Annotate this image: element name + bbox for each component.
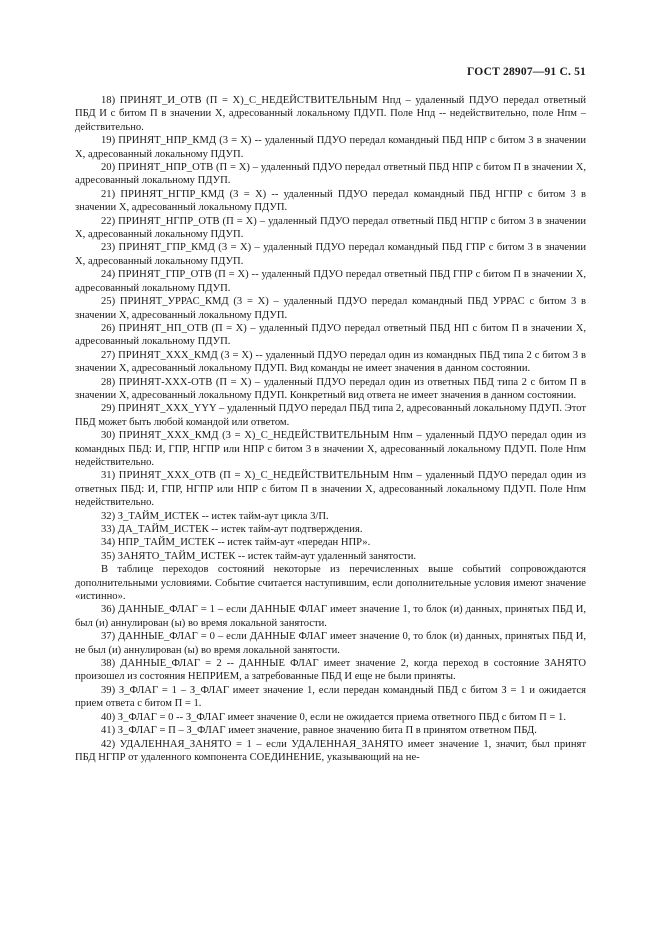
paragraph: 37) ДАННЫЕ_ФЛАГ = 0 – если ДАННЫЕ ФЛАГ имеет значение 0, то блок (и) данных, принятых ПБД И, не был (и) аннулирован (ы) во время локальной занятости. bbox=[75, 631, 586, 656]
paragraph: 20) ПРИНЯТ_НПР_ОТВ (П = Х) – удаленный ПДУО передал ответный ПБД НПР с битом П в значении Х, адресованный локальному ПДУП. bbox=[75, 162, 586, 187]
paragraph: 39) З_ФЛАГ = 1 – З_ФЛАГ имеет значение 1, если передан командный ПБД с битом З = 1 и ожидается прием ответа с битом П = 1. bbox=[75, 684, 586, 710]
paragraph: 26) ПРИНЯТ_НП_ОТВ (П = Х) – удаленный ПДУО передал ответный ПБД НП с битом П в значении Х, адресованный локальному ПДУП. bbox=[75, 322, 586, 348]
paragraph: 19) ПРИНЯТ_НПР_КМД (3 = Х) -- удаленный ПДУО передал командный ПБД НПР с битом 3 в значении Х, адресованный локальному ПДУП. bbox=[75, 135, 586, 160]
document-body bbox=[75, 94, 586, 764]
paragraph: 41) З_ФЛАГ = П – З_ФЛАГ имеет значение, равное значению бита П в принятом ответном ПБД. bbox=[101, 725, 537, 737]
paragraph: В таблице переходов состояний некоторые из перечисленных выше событий сопровождаются дополнительными условиями. Событие считается наступившим, если дополнительные условия имеют значение «истинно». bbox=[75, 564, 586, 603]
paragraph: 27) ПРИНЯТ_ХХХ_КМД (3 = Х) -- удаленный ПДУО передал один из командных ПБД типа 2 с битом 3 в значении Х, адресованный локальному ПДУП. Вид команды не имеет значения в данном состоянии. bbox=[75, 349, 586, 375]
paragraph: 34) НПР_ТАЙМ_ИСТЕК -- истек тайм-аут «передан НПР». bbox=[101, 537, 371, 549]
paragraph: 35) ЗАНЯТО_ТАЙМ_ИСТЕК -- истек тайм-аут удаленный занятости. bbox=[101, 550, 417, 562]
paragraph: 30) ПРИНЯТ_ХХХ_КМД (3 = Х)_С_НЕДЕЙСТВИТЕЛЬНЫМ Нпм – удаленный ПДУО передал один из командных ПБД: И, ГПР, НГПР или НПР с битом 3 в значении Х, адресованный локальному ПДУП. Поле Нпм недействительно. bbox=[75, 430, 586, 468]
paragraph: 38) ДАННЫЕ_ФЛАГ = 2 -- ДАННЫЕ ФЛАГ имеет значение 2, когда переход в состояние ЗАНЯТО произошел из состояния НЕПРИЕМ, а затребованные ПБД И еще не были приняты. bbox=[75, 658, 586, 683]
paragraph: 22) ПРИНЯТ_НГПР_ОТВ (П = Х) – удаленный ПДУО передал ответный ПБД НГПР с битом 3 в значении Х, адресованный локальному ПДУП. bbox=[75, 215, 586, 241]
paragraph: 21) ПРИНЯТ_НГПР_КМД (3 = Х) -- удаленный ПДУО передал командный ПБД НГПР с битом 3 в значении Х, адресованный локальному ПДУП. bbox=[75, 188, 586, 214]
paragraph: 18) ПРИНЯТ_И_ОТВ (П = Х)_С_НЕДЕЙСТВИТЕЛЬНЫМ Нпд – удаленный ПДУО передал ответный ПБД И с битом П в значении Х, адресованный локальному ПДУП. Поле Нпд -- недействительно, поле Нпм – действительно. bbox=[75, 95, 586, 133]
paragraph: 24) ПРИНЯТ_ГПР_ОТВ (П = Х) -- удаленный ПДУО передал ответный ПБД ГПР с битом П в значении Х, адресованный локальному ПДУП. bbox=[75, 269, 586, 294]
paragraph: 42) УДАЛЕННАЯ_ЗАНЯТО = 1 – если УДАЛЕННАЯ_ЗАНЯТО имеет значение 1, значит, был принят ПБД НГПР от удаленного компонента СОЕДИНЕНИЕ, указывающий на не- bbox=[75, 738, 586, 763]
paragraph: 40) З_ФЛАГ = 0 -- З_ФЛАГ имеет значение 0, если не ожидается приема ответного ПБД с битом П = 1. bbox=[101, 711, 566, 723]
paragraph: 32) З_ТАЙМ_ИСТЕК -- истек тайм-аут цикла 3/П. bbox=[101, 510, 329, 522]
paragraph: 29) ПРИНЯТ_ХХХ_YYY – удаленный ПДУО передал ПБД типа 2, адресованный локальному ПДУП. Этот ПБД может быть любой командой или ответом. bbox=[75, 403, 586, 428]
paragraph: 28) ПРИНЯТ-ХХХ-ОТВ (П = Х) – удаленный ПДУО передал один из ответных ПБД типа 2 с битом П в значении Х, адресованный локальному ПДУП. Конкретный вид ответа не имеет значения в данном состоянии. bbox=[75, 376, 586, 401]
paragraph: 36) ДАННЫЕ_ФЛАГ = 1 – если ДАННЫЕ ФЛАГ имеет значение 1, то блок (и) данных, принятых ПБД И, был (и) аннулирован (ы) во время локальной занятости. bbox=[75, 604, 586, 629]
paragraph: 33) ДА_ТАЙМ_ИСТЕК -- истек тайм-аут подтверждения. bbox=[101, 524, 363, 535]
paragraph: 23) ПРИНЯТ_ГПР_КМД (3 = Х) – удаленный ПДУО передал командный ПБД ГПР с битом 3 в значении Х, адресованный локальному ПДУП. bbox=[75, 242, 586, 267]
paragraph: 31) ПРИНЯТ_ХХХ_ОТВ (П = Х)_С_НЕДЕЙСТВИТЕЛЬНЫМ Нпм – удаленный ПДУО передал один из ответных ПБД: И, ГПР, НГПР или НПР с битом П в значении Х, адресованный локальному ПДУП. Поле Нпм недействительно. bbox=[75, 470, 586, 509]
page-header: ГОСТ 28907—91 С. 51 bbox=[467, 66, 586, 78]
paragraph: 25) ПРИНЯТ_УРРАС_КМД (3 = Х) – удаленный ПДУО передал командный ПБД УРРАС с битом 3 в значении Х, адресованный локальному ПДУП. bbox=[75, 296, 586, 321]
